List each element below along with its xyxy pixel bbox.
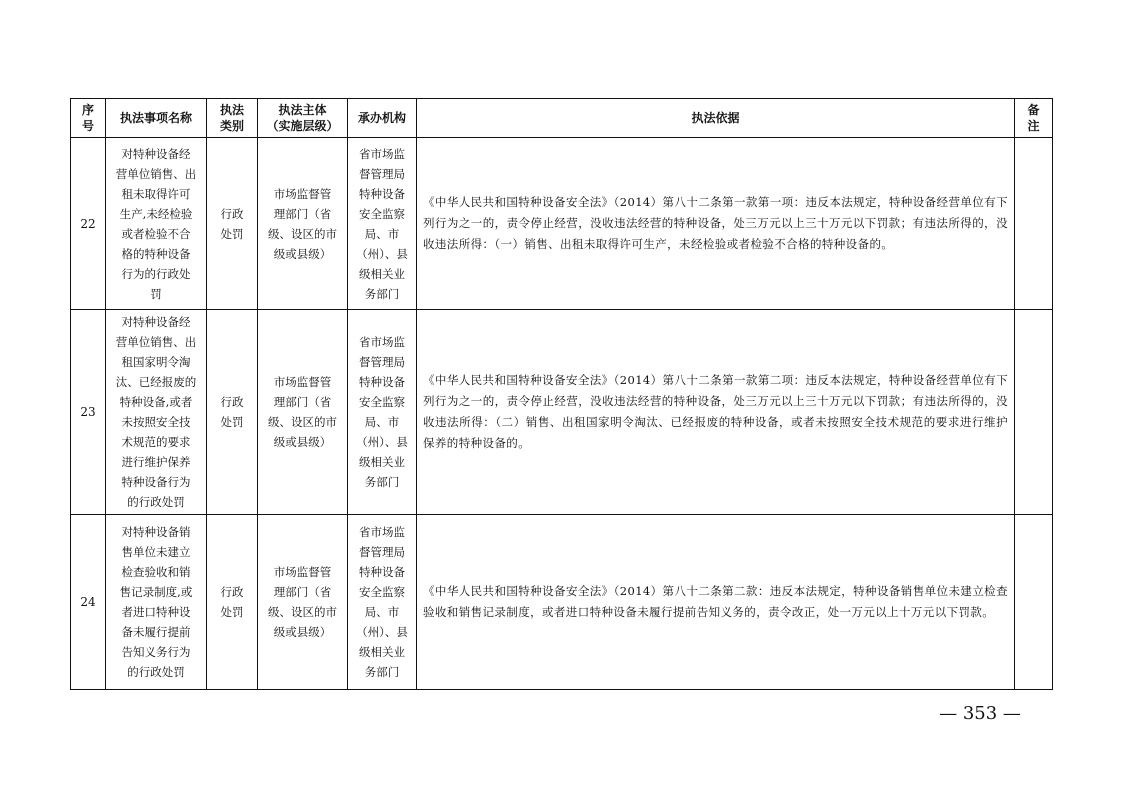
row-agency: 省市场监 督管理局 特种设备 安全监察 局、市 （州）、县 级相关业 务部门: [348, 515, 417, 690]
row-seq: 23: [71, 310, 106, 515]
enforcement-table: [70, 98, 1053, 690]
header-subject: 执法主体 （实施层级）: [258, 99, 348, 138]
row-agency: 省市场监 督管理局 特种设备 安全监察 局、市 （州）、县 级相关业 务部门: [348, 310, 417, 515]
row-subject: 市场监督管 理部门（省 级、设区的市 级或县级）: [258, 310, 348, 515]
row-remark: [1015, 310, 1053, 515]
table-row: [71, 310, 1053, 515]
row-agency: 省市场监 督管理局 特种设备 安全监察 局、市 （州）、县 级相关业 务部门: [348, 138, 417, 310]
row-category: 行政 处罚: [207, 310, 258, 515]
header-category: 执法 类别: [207, 99, 258, 138]
table-row: [71, 515, 1053, 690]
header-row: [71, 99, 1053, 138]
row-basis: 《中华人民共和国特种设备安全法》（2014）第八十二条第一款第一项：违反本法规定，特种设备经营单位有下列行为之一的，责令停止经营，没收违法经营的特种设备，处三万元以上三十万元以下罚款；有违法所得的，没收违法所得：（一）销售、出租未取得许可生产，未经检验或者检验不合格的特种设备的。: [417, 138, 1015, 310]
row-basis: 《中华人民共和国特种设备安全法》（2014）第八十二条第一款第二项：违反本法规定，特种设备经营单位有下列行为之一的，责令停止经营，没收违法经营的特种设备，处三万元以上三十万元以下罚款；有违法所得的，没收违法所得：（二）销售、出租国家明令淘汰、已经报废的特种设备，或者未按照安全技术规范的要求进行维护保养的特种设备的。: [417, 310, 1015, 515]
header-item-name: 执法事项名称: [106, 99, 207, 138]
row-category: 行政 处罚: [207, 138, 258, 310]
row-seq: 22: [71, 138, 106, 310]
header-agency: 承办机构: [348, 99, 417, 138]
row-basis: 《中华人民共和国特种设备安全法》（2014）第八十二条第二款：违反本法规定，特种设备销售单位未建立检查验收和销售记录制度，或者进口特种设备未履行提前告知义务的，责令改正，处一万元以上十万元以下罚款。: [417, 515, 1015, 690]
table-row: [71, 138, 1053, 310]
header-basis: 执法依据: [417, 99, 1015, 138]
row-remark: [1015, 515, 1053, 690]
row-subject: 市场监督管 理部门（省 级、设区的市 级或县级）: [258, 515, 348, 690]
row-item-name: 对特种设备经 营单位销售、出 租国家明令淘 汰、已经报废的 特种设备,或者 未按照安全技 术规范的要求 进行维护保养 特种设备行为 的行政处罚: [106, 310, 207, 515]
header-remark: 备 注: [1015, 99, 1053, 138]
header-seq: 序 号: [71, 99, 106, 138]
page-number: — 353 —: [939, 703, 1021, 724]
row-item-name: 对特种设备销 售单位未建立 检查验收和销 售记录制度,或 者进口特种设 备未履行提前 告知义务行为 的行政处罚: [106, 515, 207, 690]
row-item-name: 对特种设备经 营单位销售、出 租未取得许可 生产,未经检验 或者检验不合 格的特种设备 行为的行政处 罚: [106, 138, 207, 310]
row-category: 行政 处罚: [207, 515, 258, 690]
row-subject: 市场监督管 理部门（省 级、设区的市 级或县级）: [258, 138, 348, 310]
row-seq: 24: [71, 515, 106, 690]
row-remark: [1015, 138, 1053, 310]
